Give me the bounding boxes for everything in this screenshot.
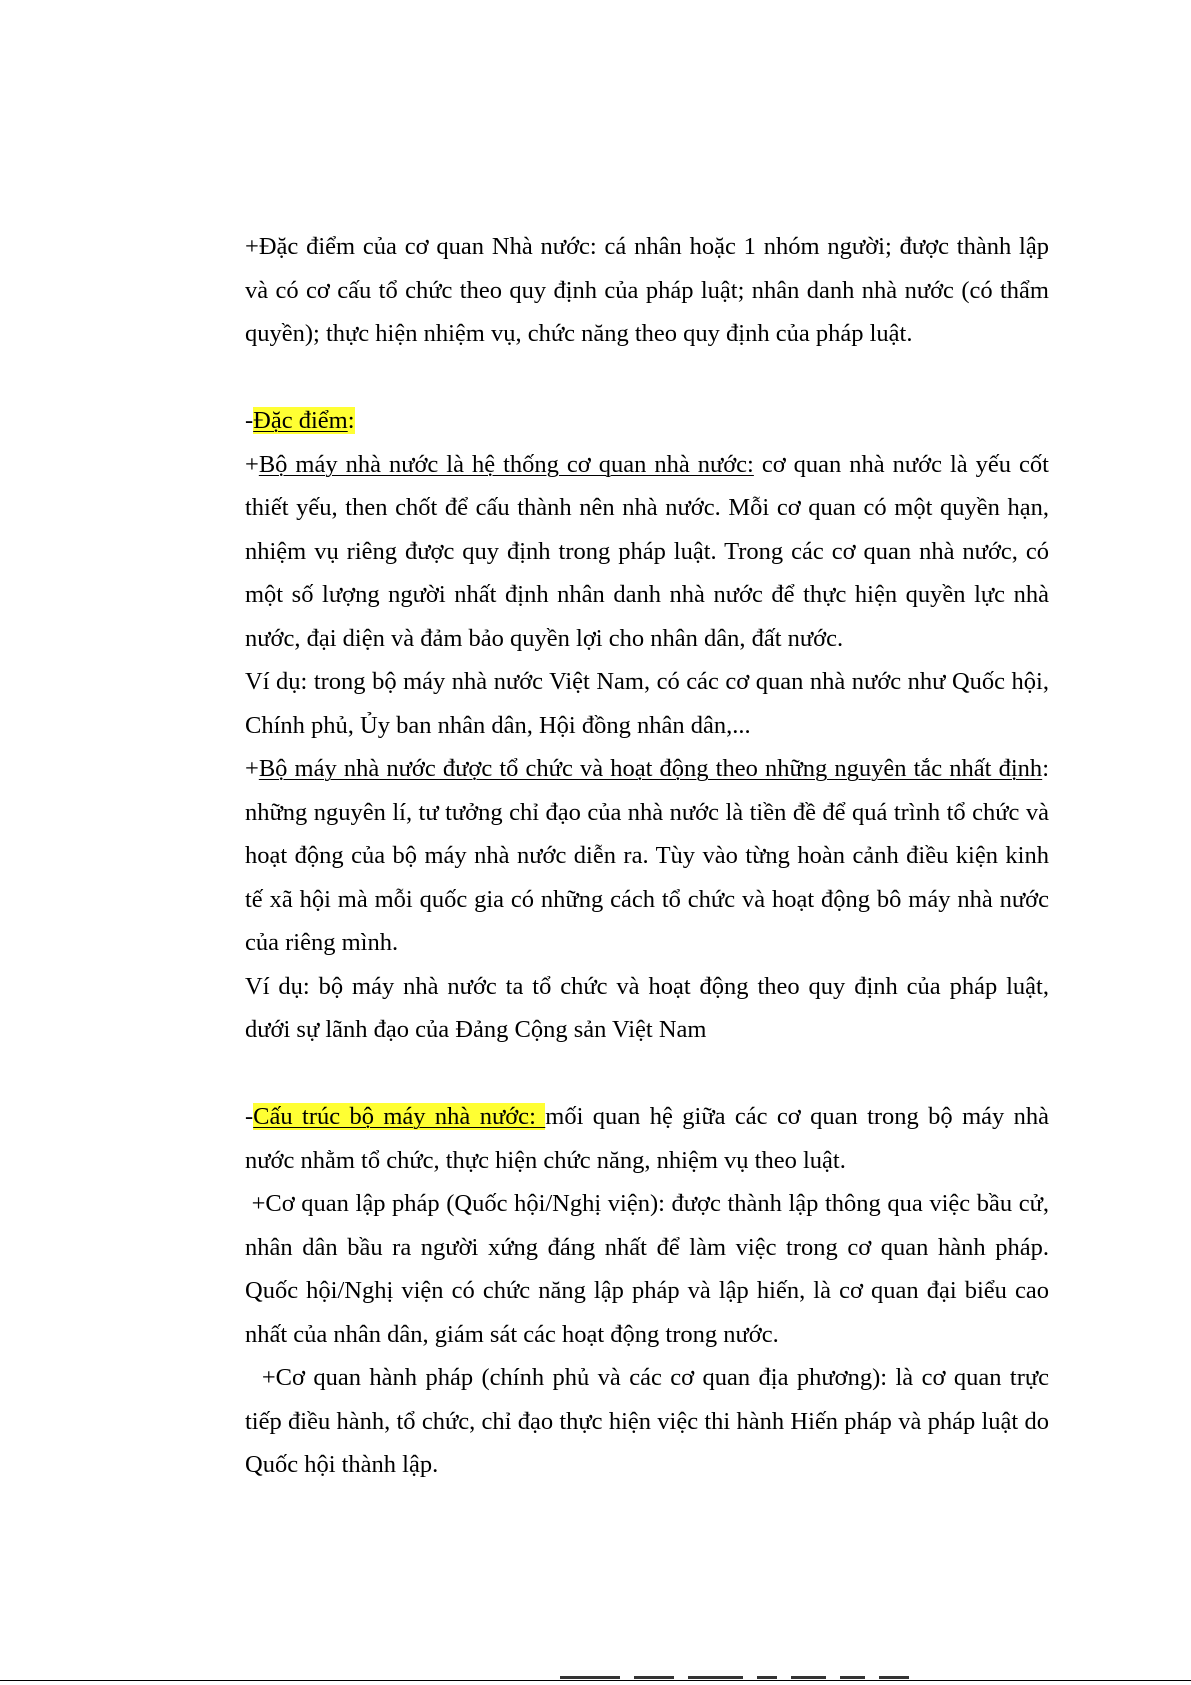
underlined-subheading: Bộ máy nhà nước được tổ chức và hoạt động theo những nguyên tắc nhất định — [258, 755, 1043, 782]
example-paragraph: Ví dụ: bộ máy nhà nước ta tổ chức và hoạt động theo quy định của pháp luật, dưới sự lãnh đạo của Đảng Cộng sản Việt Nam — [245, 972, 1049, 1043]
paragraph-system-of-agencies — [245, 443, 1049, 661]
highlighted-heading-structure: Cấu trúc bộ máy nhà nước — [253, 1103, 530, 1130]
paragraph-spacer — [245, 356, 1049, 400]
section-heading-features — [245, 399, 1049, 443]
bullet-prefix: + — [245, 450, 259, 478]
paragraph-agency-features: +Đặc điểm của cơ quan Nhà nước: cá nhân hoặc 1 nhóm người; được thành lập và có cơ cấu tổ chức theo quy định của pháp luật; nhân danh nhà nước (có thẩm quyền); thực hiện nhiệm vụ, chức năng theo quy định của pháp luật. — [245, 233, 1049, 347]
bullet-prefix: + — [245, 755, 259, 782]
paragraph-text: cơ quan nhà nước là yếu cốt thiết yếu, then chốt để cấu thành nên nhà nước. Mỗi cơ quan có một quyền hạn, nhiệm vụ riêng được quy định trong pháp luật. Trong các cơ quan nhà nước, có một số lượng người nhất định nhân danh nhà nước để thực hiện quyền lực nhà nước, đại diện và đảm bảo quyền lợi cho nhân dân, đất nước. — [245, 450, 1049, 652]
section-prefix: - — [245, 1103, 254, 1130]
highlighted-heading-features: Đặc điểm — [253, 407, 348, 434]
paragraph-legislative: +Cơ quan lập pháp (Quốc hội/Nghị viện): được thành lập thông qua việc bầu cử, nhân dân bầu ra người xứng đáng nhất để làm việc trong cơ quan hành pháp. Quốc hội/Nghị viện có chức năng lập pháp và lập hiến, là cơ quan đại biểu cao nhất của nhân dân, giám sát các hoạt động trong nước. — [245, 1190, 1056, 1348]
document-body — [245, 225, 1056, 1487]
heading-colon: : — [347, 407, 355, 434]
paragraph-text: : những nguyên lí, tư tưởng chỉ đạo của nhà nước là tiền đề để quá trình tổ chức và hoạt động của bộ máy nhà nước diễn ra. Tùy vào từng hoàn cảnh điều kiện kinh tế xã hội mà mỗi quốc gia có những cách tổ chức và hoạt động bô máy nhà nước của riêng mình. — [245, 755, 1049, 956]
page-bottom-edge — [0, 1680, 1191, 1681]
underlined-subheading: Bộ máy nhà nước là hệ thống cơ quan nhà nước: — [258, 450, 754, 478]
paragraph-spacer — [245, 1052, 1049, 1096]
section-prefix: - — [245, 407, 254, 434]
heading-colon: : — [529, 1103, 546, 1130]
paragraph-executive: +Cơ quan hành pháp (chính phủ và các cơ quan địa phương): là cơ quan trực tiếp điều hành, tổ chức, chỉ đạo thực hiện việc thi hành Hiến pháp và pháp luật do Quốc hội thành lập. — [245, 1364, 1056, 1478]
example-paragraph: Ví dụ: trong bộ máy nhà nước Việt Nam, có các cơ quan nhà nước như Quốc hội, Chính phủ, Ủy ban nhân dân, Hội đồng nhân dân,... — [245, 668, 1049, 739]
paragraph-text: mối quan hệ giữa các cơ quan trong bộ máy nhà nước nhằm tổ chức, thực hiện chức năng, nhiệm vụ theo luật. — [245, 1103, 1050, 1174]
section-heading-structure — [245, 1095, 1049, 1182]
paragraph-principles — [245, 747, 1049, 965]
